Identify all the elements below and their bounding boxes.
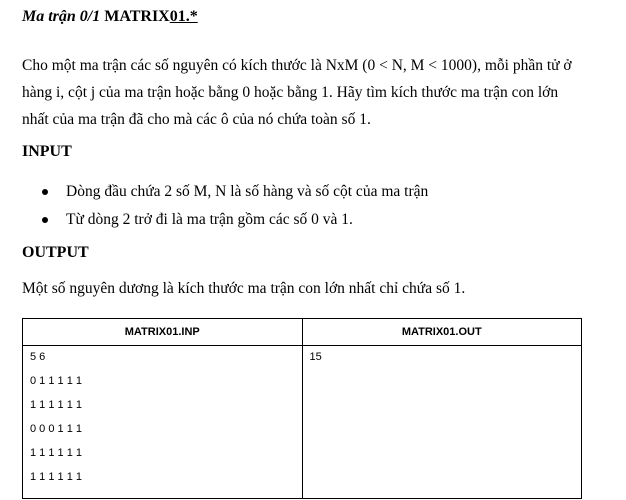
input-file-content bbox=[23, 346, 303, 499]
statement-line: nhất của ma trận đã cho mà các ô của nó chứa toàn số 1. bbox=[22, 111, 371, 128]
bullet-icon bbox=[42, 217, 48, 223]
output-file-header: MATRIX01.OUT bbox=[302, 319, 582, 346]
input-line: 0 0 0 1 1 1 bbox=[30, 423, 82, 435]
input-line: 5 6 bbox=[30, 351, 46, 363]
problem-statement bbox=[22, 52, 592, 133]
statement-line: Cho một ma trận các số nguyên có kích thước là NxM (0 < N, M < 1000), mỗi phần tử ở bbox=[22, 57, 572, 74]
output-file-content bbox=[302, 346, 582, 499]
input-line: 1 1 1 1 1 1 bbox=[30, 447, 82, 459]
input-line: 1 1 1 1 1 1 bbox=[30, 471, 82, 483]
problem-title bbox=[22, 8, 198, 26]
input-file-header: MATRIX01.INP bbox=[23, 319, 303, 346]
input-heading: INPUT bbox=[22, 143, 72, 160]
problem-title-name: MATRIX01.* bbox=[104, 8, 198, 25]
statement-line: hàng i, cột j của ma trận hoặc bằng 0 hoặc bằng 1. Hãy tìm kích thước ma trận con lớn bbox=[22, 84, 559, 101]
output-heading: OUTPUT bbox=[22, 244, 89, 261]
input-line: 1 1 1 1 1 1 bbox=[30, 399, 82, 411]
output-description: Một số nguyên dương là kích thước ma trận con lớn nhất chỉ chứa số 1. bbox=[22, 280, 466, 297]
list-item: Từ dòng 2 trở đi là ma trận gồm các số 0 và 1. bbox=[42, 206, 428, 234]
input-line: 0 1 1 1 1 1 bbox=[30, 375, 82, 387]
problem-title-label: Ma trận 0/1 bbox=[22, 8, 101, 25]
input-description-list bbox=[42, 178, 428, 234]
output-line: 15 bbox=[309, 351, 322, 363]
io-example-table bbox=[22, 318, 582, 499]
bullet-icon bbox=[42, 189, 48, 195]
list-item: Dòng đầu chứa 2 số M, N là số hàng và số cột của ma trận bbox=[42, 178, 428, 206]
